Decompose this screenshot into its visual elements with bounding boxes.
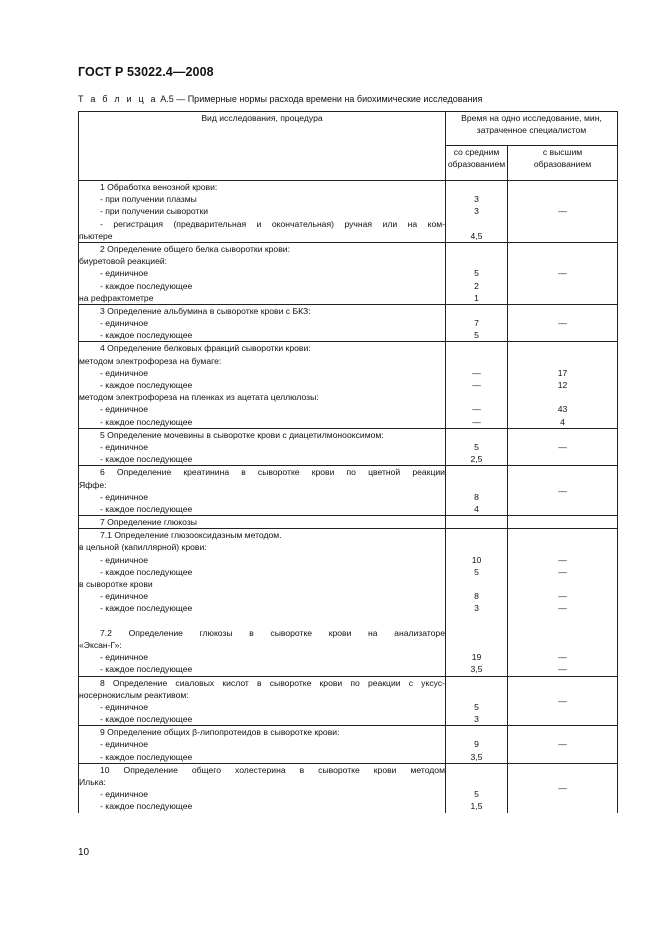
secondary-time-cell: [446, 466, 508, 516]
secondary-time-value: [446, 677, 507, 689]
higher-time-value: 12: [557, 380, 568, 390]
higher-time-value: —: [558, 268, 567, 279]
higher-time-value: [508, 578, 617, 590]
procedure-line: - единичное: [100, 789, 148, 800]
table-row: [79, 676, 618, 726]
procedure-line: - единичное: [100, 318, 148, 329]
secondary-time-cell: [446, 676, 508, 726]
secondary-time-value: 3: [474, 194, 479, 205]
procedure-line: в цельной (капиллярной) крови:: [79, 542, 207, 553]
procedure-line: - каждое последующее: [100, 714, 193, 725]
procedure-line: 3 Определение альбумина в сыворотке крови с БКЗ:: [100, 305, 311, 316]
procedure-cell: [79, 304, 446, 342]
higher-time-value: [508, 529, 617, 541]
procedure-line: пьютере: [79, 230, 113, 241]
table-row: [79, 342, 618, 428]
higher-time-value: —: [558, 783, 567, 794]
document-code: ГОСТ Р 53022.4—2008: [78, 65, 214, 79]
secondary-time-value: [446, 764, 507, 776]
secondary-time-value: 3,5: [470, 751, 483, 762]
procedure-line: - каждое последующее: [100, 603, 193, 614]
higher-time-value: —: [558, 739, 567, 750]
table-row: [79, 242, 618, 304]
higher-time-cell: [508, 181, 618, 243]
procedure-line: на рефрактометре: [79, 292, 154, 303]
procedure-line: 10 Определение общего холестерина в сыворотке крови методом: [100, 764, 445, 775]
header-higher-education: с высшим образованием: [508, 146, 618, 181]
procedure-cell: [79, 676, 446, 726]
procedure-line: - единичное: [100, 554, 148, 565]
secondary-time-value: 5: [474, 330, 479, 341]
higher-time-value: [508, 391, 617, 403]
procedure-line: - каждое последующее: [100, 503, 193, 514]
higher-time-value: —: [558, 652, 567, 663]
secondary-time-value: [446, 689, 507, 701]
procedure-line: 6 Определение креатинина в сыворотке крови по цветной реакции: [100, 467, 445, 478]
secondary-time-value: [446, 627, 507, 639]
procedure-line: - каждое последующее: [100, 566, 193, 577]
secondary-time-value: 5: [474, 441, 479, 452]
procedure-cell: [79, 242, 446, 304]
table-row: [79, 763, 618, 812]
secondary-time-value: [446, 529, 507, 541]
procedure-line: биуретовой реакцией:: [79, 256, 168, 267]
higher-time-value: [508, 615, 617, 627]
table-row: [79, 516, 618, 529]
higher-time-cell: [508, 304, 618, 342]
higher-time-value: —: [558, 206, 567, 217]
table-row: [79, 466, 618, 516]
procedure-line: [79, 615, 445, 627]
procedure-line: - единичное: [100, 739, 148, 750]
secondary-time-value: [446, 776, 507, 788]
procedure-line: 8 Определение сиаловых кислот в сыворотке крови по реакции с уксус-: [100, 677, 445, 688]
secondary-time-value: [446, 639, 507, 651]
secondary-time-cell: [446, 428, 508, 466]
higher-time-cell: [508, 242, 618, 304]
secondary-time-value: [446, 391, 507, 403]
procedure-line: методом электрофореза на пленках из ацетата целлюлозы:: [79, 392, 319, 403]
procedure-line: - каждое последующее: [100, 280, 193, 291]
table-caption-text: А.5 — Примерные нормы расхода времени на биохимические исследования: [157, 94, 483, 104]
secondary-time-value: 1: [474, 292, 479, 303]
procedure-line: «Эксан-Г»:: [79, 639, 122, 650]
secondary-time-value: [446, 355, 507, 367]
higher-time-value: [508, 355, 617, 367]
table-row: [79, 304, 618, 342]
secondary-time-value: 2,5: [470, 454, 483, 465]
procedure-line: 2 Определение общего белка сыворотки крови:: [100, 243, 290, 254]
procedure-cell: [79, 726, 446, 764]
procedure-line: Илька:: [79, 777, 106, 787]
secondary-time-value: [446, 429, 507, 441]
secondary-time-cell: [446, 516, 508, 529]
procedure-line: Яффе:: [79, 479, 107, 490]
secondary-time-value: 8: [474, 491, 479, 502]
secondary-time-value: 4,5: [470, 230, 483, 241]
procedure-line: - каждое последующее: [100, 380, 193, 390]
procedure-line: 5 Определение мочевины в сыворотке крови с диацетилмонооксимом:: [100, 429, 384, 440]
procedure-line: - каждое последующее: [100, 664, 193, 675]
table-row: [79, 726, 618, 764]
higher-time-value: —: [558, 566, 567, 577]
header-time: Время на одно исследование, мин, затраченное специалистом: [446, 112, 618, 146]
secondary-time-value: 8: [474, 591, 479, 602]
higher-time-value: —: [558, 695, 567, 706]
procedure-cell: [79, 529, 446, 676]
secondary-time-value: 3: [474, 206, 479, 217]
secondary-time-value: [446, 516, 507, 528]
secondary-time-cell: [446, 342, 508, 428]
header-procedure: Вид исследования, процедура: [79, 112, 446, 181]
procedure-line: 4 Определение белковых фракций сыворотки крови:: [100, 343, 311, 354]
higher-time-value: —: [558, 554, 567, 565]
secondary-time-value: [446, 255, 507, 267]
procedure-line: - каждое последующее: [100, 751, 193, 762]
secondary-time-value: [446, 615, 507, 627]
higher-time-cell: [508, 676, 618, 726]
procedure-line: - регистрация (предварительная и окончательная) ручная или на ком-: [100, 218, 445, 229]
higher-time-value: —: [558, 591, 567, 602]
procedure-line: 9 Определение общих β-липопротеидов в сыворотке крови:: [100, 727, 340, 738]
secondary-time-value: [446, 479, 507, 491]
higher-time-value: —: [558, 318, 567, 329]
procedure-line: - единичное: [100, 701, 148, 712]
procedure-cell: [79, 428, 446, 466]
page-number: 10: [78, 847, 90, 858]
higher-time-value: —: [558, 485, 567, 496]
procedure-line: - единичное: [100, 591, 148, 602]
secondary-time-value: [446, 243, 507, 255]
higher-time-value: 4: [560, 416, 565, 427]
secondary-time-value: 3: [474, 714, 479, 725]
higher-time-value: —: [558, 603, 567, 614]
table-body: [79, 181, 618, 813]
procedure-line: - каждое последующее: [100, 416, 193, 427]
higher-time-value: [508, 639, 617, 651]
secondary-time-cell: [446, 242, 508, 304]
secondary-time-cell: [446, 181, 508, 243]
procedure-line: - единичное: [100, 491, 148, 502]
secondary-time-value: [446, 305, 507, 317]
higher-time-value: —: [558, 664, 567, 675]
secondary-time-cell: [446, 304, 508, 342]
procedure-line: 7.1 Определение глюзооксидазным методом.: [100, 530, 282, 541]
secondary-time-value: [446, 218, 507, 230]
norms-table: [78, 111, 618, 813]
higher-time-value: 43: [557, 404, 568, 415]
procedure-line: 1 Обработка венозной крови:: [100, 182, 218, 192]
secondary-time-value: 2: [474, 280, 479, 291]
higher-time-cell: [508, 726, 618, 764]
secondary-time-value: 5: [474, 701, 479, 712]
procedure-line: - при получении сыворотки: [100, 206, 209, 217]
higher-time-value: —: [558, 441, 567, 452]
higher-time-value: 17: [557, 367, 568, 378]
procedure-line: - каждое последующее: [100, 801, 193, 812]
higher-time-value: [508, 541, 617, 553]
procedure-line: - единичное: [100, 441, 148, 452]
procedure-line: - единичное: [100, 652, 148, 663]
procedure-line: - единичное: [100, 268, 148, 279]
procedure-cell: [79, 342, 446, 428]
secondary-time-value: 7: [474, 318, 479, 329]
secondary-time-cell: [446, 726, 508, 764]
procedure-cell: [79, 181, 446, 243]
secondary-time-value: 10: [471, 554, 482, 565]
secondary-time-value: [446, 466, 507, 478]
secondary-time-value: [446, 181, 507, 193]
secondary-time-value: 1,5: [470, 801, 483, 812]
secondary-time-value: [446, 541, 507, 553]
secondary-time-value: 3: [474, 603, 479, 614]
secondary-time-value: 4: [474, 503, 479, 514]
table-row: [79, 428, 618, 466]
higher-time-value: [508, 342, 617, 354]
table-caption-label: Т а б л и ц а: [78, 94, 158, 104]
secondary-time-value: —: [472, 416, 481, 427]
higher-time-cell: [508, 342, 618, 428]
procedure-line: носернокислым реактивом:: [79, 689, 189, 700]
procedure-line: - единичное: [100, 404, 148, 415]
procedure-line: - каждое последующее: [100, 330, 193, 341]
secondary-time-value: 5: [474, 789, 479, 800]
higher-time-cell: [508, 516, 618, 529]
higher-time-cell: [508, 529, 618, 676]
secondary-time-value: —: [472, 404, 481, 415]
secondary-time-value: 19: [471, 652, 482, 663]
procedure-line: - каждое последующее: [100, 454, 193, 465]
procedure-line: 7.2 Определение глюкозы в сыворотке крови на анализаторе: [100, 627, 445, 638]
higher-time-value: [508, 627, 617, 639]
table-row: [79, 181, 618, 243]
table-row: [79, 529, 618, 676]
procedure-line: методом электрофореза на бумаге:: [79, 355, 222, 366]
secondary-time-value: [446, 578, 507, 590]
procedure-line: в сыворотке крови: [79, 579, 153, 589]
procedure-line: 7 Определение глюкозы: [100, 517, 197, 528]
header-secondary-education: со средним образованием: [446, 146, 508, 181]
procedure-cell: [79, 516, 446, 529]
procedure-cell: [79, 466, 446, 516]
secondary-time-value: 3,5: [470, 664, 483, 675]
procedure-line: - единичное: [100, 367, 148, 378]
table-caption: [78, 94, 482, 104]
secondary-time-value: 9: [474, 739, 479, 750]
secondary-time-value: [446, 342, 507, 354]
secondary-time-value: —: [472, 380, 481, 390]
procedure-line: - при получении плазмы: [100, 194, 197, 205]
secondary-time-value: [446, 726, 507, 738]
secondary-time-value: 5: [474, 566, 479, 577]
secondary-time-cell: [446, 529, 508, 676]
procedure-cell: [79, 763, 446, 812]
higher-time-value: [508, 516, 617, 528]
secondary-time-value: —: [472, 367, 481, 378]
higher-time-cell: [508, 763, 618, 812]
higher-time-cell: [508, 466, 618, 516]
higher-time-cell: [508, 428, 618, 466]
secondary-time-value: 5: [474, 268, 479, 279]
secondary-time-cell: [446, 763, 508, 812]
